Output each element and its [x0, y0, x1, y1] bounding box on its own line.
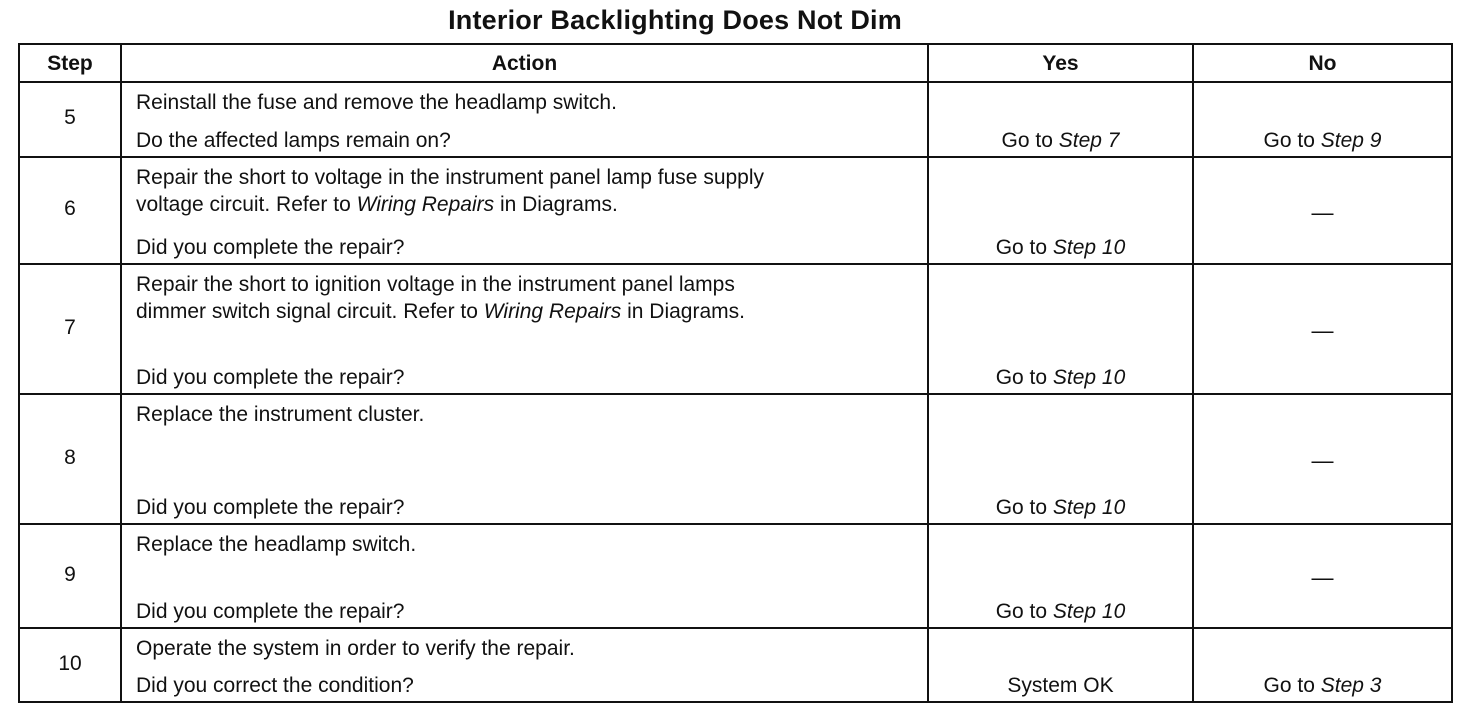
yes-outcome [929, 158, 1192, 263]
action-text: in Diagrams. [494, 193, 618, 216]
action-instruction [136, 531, 913, 558]
action-line [136, 164, 913, 191]
no-cell [1193, 264, 1452, 394]
yes-outcome [929, 525, 1192, 627]
action-question: Did you complete the repair? [136, 236, 405, 259]
no-cell [1193, 82, 1452, 157]
no-outcome-text [1312, 447, 1334, 475]
no-outcome [1194, 265, 1451, 393]
dash-mark: — [1311, 318, 1334, 343]
step-reference: Step 10 [1052, 366, 1126, 389]
action-instruction [136, 89, 913, 116]
step-reference: Step 10 [1052, 496, 1126, 519]
no-outcome-text [1264, 672, 1382, 699]
action-text: Repair the short to ignition voltage in the instrument panel lamps [136, 273, 735, 296]
action-line [136, 531, 913, 558]
yes-outcome-text [1002, 127, 1120, 154]
goto-prefix: Go to [995, 236, 1053, 259]
action-line [136, 89, 913, 116]
dash-mark: — [1311, 448, 1334, 473]
action-question: Do the affected lamps remain on? [136, 129, 451, 152]
action-instruction [136, 635, 913, 662]
yes-outcome-text: System OK [1007, 674, 1114, 697]
action-instruction [136, 164, 913, 218]
yes-outcome-text [996, 364, 1126, 391]
action-content [136, 83, 913, 156]
table-body [19, 82, 1452, 702]
action-cell [121, 524, 928, 628]
action-line [136, 401, 913, 428]
action-text: Operate the system in order to verify the repair. [136, 637, 575, 660]
action-question: Did you complete the repair? [136, 366, 405, 389]
no-outcome-text [1312, 199, 1334, 227]
no-cell [1193, 394, 1452, 524]
yes-outcome [929, 83, 1192, 156]
table-row [19, 157, 1452, 264]
step-number: 8 [19, 394, 121, 524]
action-content [136, 629, 913, 701]
action-cell [121, 628, 928, 702]
yes-cell [928, 524, 1193, 628]
goto-prefix: Go to [995, 600, 1053, 623]
yes-cell [928, 264, 1193, 394]
yes-cell [928, 628, 1193, 702]
action-instruction [136, 271, 913, 325]
action-cell [121, 82, 928, 157]
reference-link-text: Wiring Repairs [356, 193, 495, 216]
step-number: 6 [19, 157, 121, 264]
table-row [19, 524, 1452, 628]
step-number: 10 [19, 628, 121, 702]
action-content [136, 525, 913, 627]
table-row [19, 628, 1452, 702]
step-reference: Step 9 [1320, 129, 1382, 152]
no-outcome [1194, 525, 1451, 627]
page-title: Interior Backlighting Does Not Dim [448, 5, 902, 35]
action-text: in Diagrams. [621, 300, 745, 323]
table-row [19, 394, 1452, 524]
action-text: Reinstall the fuse and remove the headlamp switch. [136, 91, 617, 114]
dash-mark: — [1311, 565, 1334, 590]
action-content [136, 265, 913, 393]
table-row [19, 82, 1452, 157]
step-reference: Step 7 [1058, 129, 1120, 152]
goto-prefix: Go to [1001, 129, 1059, 152]
yes-outcome-text [996, 598, 1126, 625]
action-cell [121, 394, 928, 524]
no-cell [1193, 524, 1452, 628]
action-content [136, 395, 913, 523]
yes-outcome [929, 395, 1192, 523]
action-line [136, 298, 913, 325]
header-yes: Yes [928, 44, 1193, 82]
yes-outcome-text [996, 234, 1126, 261]
header-action: Action [121, 44, 928, 82]
table-row [19, 264, 1452, 394]
action-cell [121, 264, 928, 394]
no-outcome [1194, 83, 1451, 156]
no-outcome [1194, 158, 1451, 263]
action-text: voltage circuit. Refer to [136, 193, 357, 216]
no-outcome-text [1312, 564, 1334, 592]
action-line [136, 271, 913, 298]
yes-cell [928, 394, 1193, 524]
action-text: Replace the instrument cluster. [136, 403, 425, 426]
no-cell [1193, 157, 1452, 264]
action-text: Repair the short to voltage in the instrument panel lamp fuse supply [136, 166, 765, 189]
action-content [136, 158, 913, 263]
no-outcome-text [1312, 317, 1334, 345]
goto-prefix: Go to [1263, 129, 1321, 152]
table-header-row [19, 44, 1452, 82]
yes-outcome-text [996, 494, 1126, 521]
step-reference: Step 3 [1320, 674, 1382, 697]
action-cell [121, 157, 928, 264]
step-reference: Step 10 [1052, 236, 1126, 259]
dash-mark: — [1311, 199, 1334, 225]
reference-link-text: Wiring Repairs [483, 300, 622, 323]
step-reference: Step 10 [1052, 600, 1126, 623]
goto-prefix: Go to [995, 496, 1053, 519]
header-no: No [1193, 44, 1452, 82]
action-line [136, 635, 913, 662]
no-cell [1193, 628, 1452, 702]
step-number: 5 [19, 82, 121, 157]
no-outcome [1194, 395, 1451, 523]
diagnostic-table [18, 43, 1453, 703]
yes-outcome [929, 629, 1192, 701]
step-number: 9 [19, 524, 121, 628]
goto-prefix: Go to [995, 366, 1053, 389]
yes-cell [928, 82, 1193, 157]
action-question: Did you complete the repair? [136, 600, 405, 623]
header-step: Step [19, 44, 121, 82]
no-outcome-text [1264, 127, 1382, 154]
action-instruction [136, 401, 913, 428]
action-line [136, 191, 913, 218]
no-outcome [1194, 629, 1451, 701]
step-number: 7 [19, 264, 121, 394]
action-question: Did you correct the condition? [136, 674, 414, 697]
yes-outcome [929, 265, 1192, 393]
goto-prefix: Go to [1263, 674, 1321, 697]
yes-cell [928, 157, 1193, 264]
action-text: Replace the headlamp switch. [136, 533, 417, 556]
action-text: dimmer switch signal circuit. Refer to [136, 300, 484, 323]
action-question: Did you complete the repair? [136, 496, 405, 519]
